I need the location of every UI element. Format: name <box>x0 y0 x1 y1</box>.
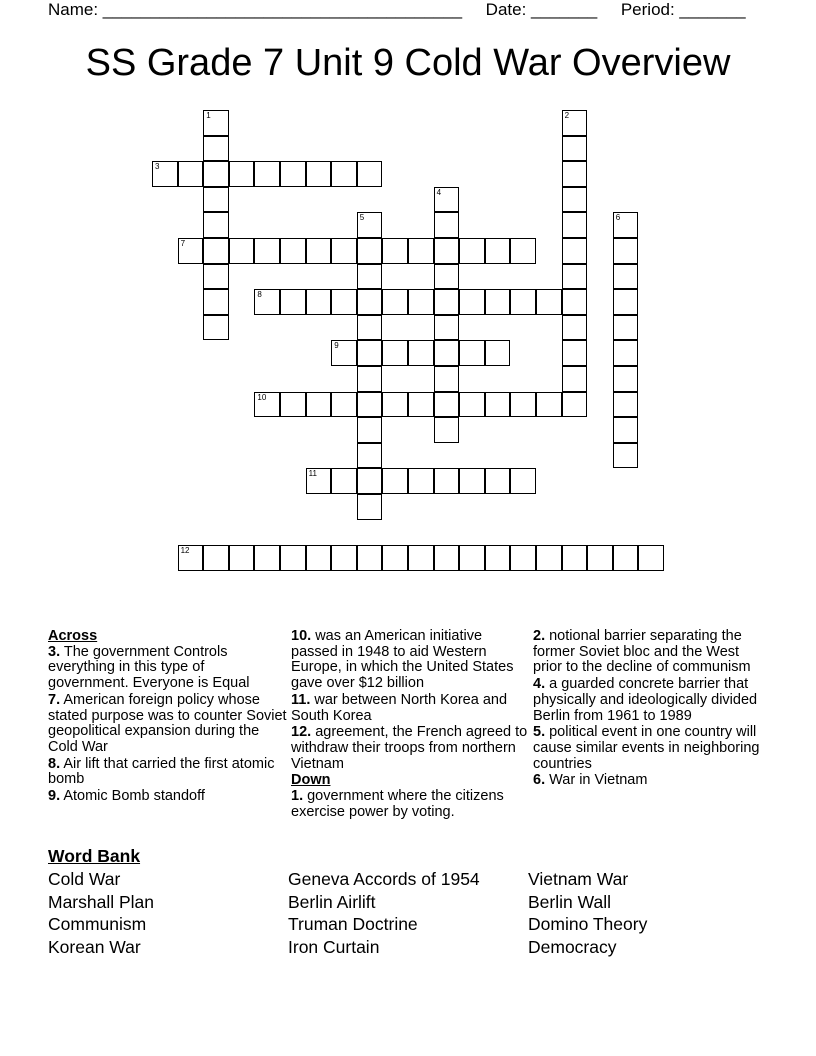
crossword-cell[interactable] <box>562 161 588 187</box>
crossword-cell[interactable] <box>613 238 639 264</box>
crossword-cell[interactable] <box>408 392 434 418</box>
crossword-cell[interactable] <box>254 392 280 418</box>
crossword-cell[interactable] <box>382 545 408 571</box>
crossword-cell[interactable] <box>203 187 229 213</box>
crossword-cell[interactable] <box>203 264 229 290</box>
crossword-cell[interactable] <box>306 392 332 418</box>
crossword-cell[interactable] <box>510 238 536 264</box>
crossword-cell[interactable] <box>331 340 357 366</box>
crossword-cell[interactable] <box>203 136 229 162</box>
word-bank-item: Cold War <box>48 869 121 889</box>
crossword-cell[interactable] <box>357 494 383 520</box>
crossword-cell[interactable] <box>408 545 434 571</box>
word-bank-item: Communism <box>48 914 147 935</box>
crossword-cell[interactable] <box>203 238 229 264</box>
crossword-cell[interactable] <box>562 366 588 392</box>
clue-across-11: 11. war between North Korea and South Korea <box>291 691 508 724</box>
crossword-cell[interactable] <box>306 545 332 571</box>
crossword-cell[interactable] <box>331 468 357 494</box>
clue-number-label: 4 <box>436 187 442 197</box>
word-bank-item: Truman Doctrine <box>288 914 418 935</box>
crossword-cell[interactable] <box>613 366 639 392</box>
crossword-cell[interactable] <box>357 315 383 341</box>
crossword-cell[interactable] <box>485 392 511 418</box>
crossword-cell[interactable] <box>203 110 229 136</box>
crossword-cell[interactable] <box>613 340 639 366</box>
clue-across-3: 3. The government Controls everything in this type of government. Everyone is Equal <box>48 643 250 692</box>
crossword-cell[interactable] <box>434 340 460 366</box>
clue-number-label: 10 <box>257 392 267 402</box>
word-bank-item: Iron Curtain <box>288 936 380 957</box>
page-title: SS Grade 7 Unit 9 Cold War Overview <box>85 42 731 84</box>
crossword-cell[interactable] <box>562 545 588 571</box>
crossword-cell[interactable] <box>331 161 357 187</box>
crossword-cell[interactable] <box>229 238 255 264</box>
crossword-cell[interactable] <box>434 366 460 392</box>
crossword-cell[interactable] <box>536 392 562 418</box>
crossword-cell[interactable] <box>203 289 229 315</box>
crossword-cell[interactable] <box>203 315 229 341</box>
crossword-cell[interactable] <box>613 212 639 238</box>
crossword-cell[interactable] <box>638 545 664 571</box>
crossword-cell[interactable] <box>562 392 588 418</box>
crossword-cell[interactable] <box>434 392 460 418</box>
clue-down-1: 1. government where the citizens exercise power by voting. <box>291 788 504 820</box>
crossword-cell[interactable] <box>357 366 383 392</box>
crossword-cell[interactable] <box>562 264 588 290</box>
name-date-period-line: Name: ______________________________________ Date: _______ Period: _______ <box>48 0 746 19</box>
crossword-cell[interactable] <box>613 392 639 418</box>
crossword-cell[interactable] <box>562 315 588 341</box>
crossword-cell[interactable] <box>203 212 229 238</box>
crossword-cell[interactable] <box>306 289 332 315</box>
crossword-cell[interactable] <box>613 443 639 469</box>
crossword-cell[interactable] <box>382 340 408 366</box>
clue-down-4: 4. a guarded concrete barrier that physically and ideologically divided Berlin from 1961 to 1989 <box>533 676 758 724</box>
crossword-cell[interactable] <box>587 545 613 571</box>
crossword-cell[interactable] <box>331 289 357 315</box>
crossword-cell[interactable] <box>357 289 383 315</box>
crossword-cell[interactable] <box>178 238 204 264</box>
crossword-cell[interactable] <box>434 468 460 494</box>
crossword-cell[interactable] <box>485 468 511 494</box>
crossword-cell[interactable] <box>178 161 204 187</box>
crossword-cell[interactable] <box>408 468 434 494</box>
word-bank-column-2 <box>288 868 480 958</box>
clue-number-label: 5 <box>359 213 365 223</box>
clue-down-6: 6. War in Vietnam <box>533 772 648 789</box>
crossword-cell[interactable] <box>485 238 511 264</box>
crossword-cell[interactable] <box>510 392 536 418</box>
clue-number-label: 9 <box>334 341 339 351</box>
crossword-cell[interactable] <box>254 545 280 571</box>
crossword-cell[interactable] <box>459 545 485 571</box>
crossword-cell[interactable] <box>408 289 434 315</box>
clues-column-2 <box>291 629 531 821</box>
clue-number-label: 11 <box>308 469 317 479</box>
word-bank-item: Democracy <box>528 936 617 957</box>
crossword-cell[interactable] <box>280 545 306 571</box>
crossword-cell[interactable] <box>613 264 639 290</box>
crossword-cell[interactable] <box>280 392 306 418</box>
crossword-cell[interactable] <box>459 392 485 418</box>
crossword-cell[interactable] <box>254 289 280 315</box>
crossword-cell[interactable] <box>434 238 460 264</box>
crossword-cell[interactable] <box>536 289 562 315</box>
crossword-cell[interactable] <box>613 545 639 571</box>
word-bank-column-1 <box>48 868 154 958</box>
clue-down-2: 2. notional barrier separating the former Soviet bloc and the West prior to the decline of communism <box>533 628 751 676</box>
clue-down-5: 5. political event in one country will cause similar events in neighboring countries <box>533 724 760 772</box>
word-bank-heading: Word Bank <box>48 846 141 866</box>
crossword-cell[interactable] <box>357 340 383 366</box>
crossword-cell[interactable] <box>408 340 434 366</box>
clue-number-label: 8 <box>257 290 262 300</box>
clues-column-3 <box>533 629 763 790</box>
clue-across-10: 10. was an American initiative passed in 1948 to aid Western Europe, in which the United States gave over $12 billion <box>291 628 514 692</box>
clue-number-label: 7 <box>180 239 186 248</box>
crossword-cell[interactable] <box>434 212 460 238</box>
crossword-cell[interactable] <box>382 238 408 264</box>
crossword-cell[interactable] <box>280 161 306 187</box>
crossword-cell[interactable] <box>382 392 408 418</box>
crossword-cell[interactable] <box>254 161 280 187</box>
crossword-cell[interactable] <box>203 545 229 571</box>
crossword-cell[interactable] <box>357 545 383 571</box>
crossword-cell[interactable] <box>459 468 485 494</box>
crossword-cell[interactable] <box>152 161 178 187</box>
crossword-cell[interactable] <box>434 289 460 315</box>
crossword-cell[interactable] <box>434 264 460 290</box>
crossword-cell[interactable] <box>459 238 485 264</box>
crossword-cell[interactable] <box>613 417 639 443</box>
crossword-cell[interactable] <box>562 110 588 136</box>
word-bank-item: Marshall Plan <box>48 891 155 912</box>
word-bank-item: Domino Theory <box>528 914 648 935</box>
crossword-cell[interactable] <box>434 545 460 571</box>
across-heading: Across <box>48 628 98 644</box>
crossword-cell[interactable] <box>280 238 306 264</box>
crossword-cell[interactable] <box>459 340 485 366</box>
crossword-cell[interactable] <box>562 238 588 264</box>
clue-number-label: 2 <box>564 111 570 120</box>
clue-across-12: 12. agreement, the French agreed to withdraw their troops from northern Vietnam <box>291 724 528 772</box>
clue-across-8: 8. Air lift that carried the first atomic bomb <box>48 755 275 788</box>
crossword-cell[interactable] <box>434 315 460 341</box>
crossword-cell[interactable] <box>485 289 511 315</box>
clues-column-1 <box>48 629 288 806</box>
clue-number-label: 3 <box>155 162 160 172</box>
crossword-cell[interactable] <box>331 545 357 571</box>
crossword-cell[interactable] <box>485 545 511 571</box>
word-bank-item: Korean War <box>48 936 141 957</box>
crossword-cell[interactable] <box>562 212 588 238</box>
crossword-cell[interactable] <box>562 289 588 315</box>
crossword-cell[interactable] <box>382 468 408 494</box>
crossword-cell[interactable] <box>357 161 383 187</box>
crossword-cell[interactable] <box>254 238 280 264</box>
clue-number-label: 12 <box>180 546 190 556</box>
crossword-cell[interactable] <box>613 315 639 341</box>
crossword-cell[interactable] <box>357 238 383 264</box>
crossword-cell[interactable] <box>357 264 383 290</box>
crossword-cell[interactable] <box>203 161 229 187</box>
crossword-cell[interactable] <box>306 161 332 187</box>
clue-number-label: 1 <box>206 111 211 120</box>
word-bank-column-3 <box>528 868 647 958</box>
crossword-cell[interactable] <box>613 289 639 315</box>
crossword-cell[interactable] <box>408 238 434 264</box>
crossword-cell[interactable] <box>331 238 357 264</box>
crossword-cell[interactable] <box>229 161 255 187</box>
crossword-cell[interactable] <box>562 187 588 213</box>
word-bank-item: Berlin Wall <box>528 891 611 912</box>
crossword-cell[interactable] <box>485 340 511 366</box>
crossword-cell[interactable] <box>357 468 383 494</box>
clue-number-label: 6 <box>615 213 621 223</box>
crossword-cell[interactable] <box>331 392 357 418</box>
crossword-cell[interactable] <box>357 443 383 469</box>
crossword-cell[interactable] <box>536 545 562 571</box>
crossword-cell[interactable] <box>357 392 383 418</box>
crossword-cell[interactable] <box>280 289 306 315</box>
crossword-cell[interactable] <box>229 545 255 571</box>
word-bank-item: Geneva Accords of 1954 <box>288 869 480 889</box>
crossword-cell[interactable] <box>510 289 536 315</box>
down-heading: Down <box>291 772 331 789</box>
crossword-cell[interactable] <box>510 468 536 494</box>
crossword-cell[interactable] <box>178 545 204 571</box>
crossword-cell[interactable] <box>434 417 460 443</box>
crossword-cell[interactable] <box>306 238 332 264</box>
crossword-cell[interactable] <box>562 136 588 162</box>
crossword-cell[interactable] <box>510 545 536 571</box>
crossword-cell[interactable] <box>434 187 460 213</box>
crossword-cell[interactable] <box>382 289 408 315</box>
clue-across-9: 9. Atomic Bomb standoff <box>48 788 205 805</box>
word-bank-item: Berlin Airlift <box>288 891 376 912</box>
crossword-cell[interactable] <box>306 468 332 494</box>
crossword-cell[interactable] <box>357 212 383 238</box>
crossword-cell[interactable] <box>357 417 383 443</box>
crossword-cell[interactable] <box>562 340 588 366</box>
crossword-cell[interactable] <box>459 289 485 315</box>
clue-across-7: 7. American foreign policy whose stated purpose was to counter Soviet geopolitical expansion during the Cold War <box>48 691 287 755</box>
word-bank-item: Vietnam War <box>528 869 629 889</box>
